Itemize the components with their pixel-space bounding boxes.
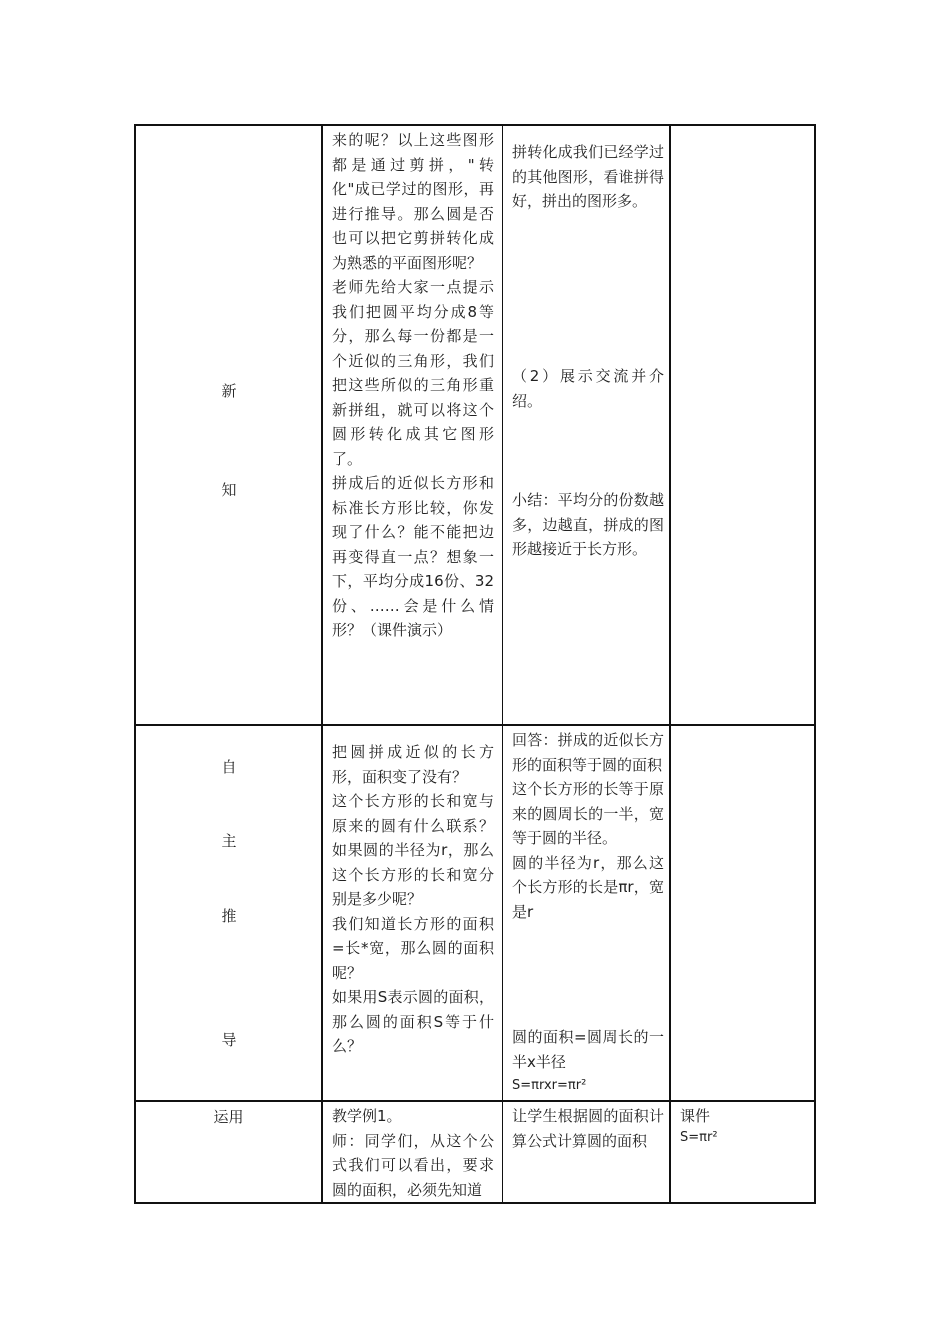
row-divider xyxy=(136,724,814,726)
paragraph: 师：同学们，从这个公式我们可以看出，要求圆的面积，必须先知道 xyxy=(332,1131,494,1199)
stage-label: 运用 xyxy=(213,1108,244,1126)
formula: S=πrxr=πr² xyxy=(512,1078,587,1093)
stage-char: 新 xyxy=(221,382,237,400)
paragraph: 我们知道长方形的面积=长*宽，那么圆的面积呢？ xyxy=(332,914,494,982)
student-activity-cell xyxy=(512,488,664,562)
paragraph: 拼成后的近似长方形和标准长方形比较，你发现了什么？能不能把边再变得直一点？想象一下，平均分成16份、32份、……会是什么情形？（课件演示） xyxy=(332,474,494,639)
student-activity-cell xyxy=(512,1025,664,1099)
lesson-plan-table xyxy=(134,124,816,1204)
stage-char: 知 xyxy=(221,481,237,499)
stage-char: 推 xyxy=(221,907,237,925)
row-divider xyxy=(136,1100,814,1102)
stage-char: 主 xyxy=(221,832,237,850)
teacher-activity-cell xyxy=(332,1104,494,1202)
notes-cell xyxy=(680,1104,810,1147)
paragraph: 这个长方形的长和宽与原来的圆有什么联系？ 如果圆的半径为r，那么这个长方形的长和宽分别是多少呢？ xyxy=(332,792,510,908)
teacher-activity-cell xyxy=(332,740,510,1059)
paragraph: 这个长方形的长等于原来的圆周长的一半，宽等于圆的半径。 xyxy=(512,780,664,847)
teacher-activity-cell xyxy=(332,128,494,643)
paragraph: 拼转化成我们已经学过的其他图形，看谁拼得好，拼出的图形多。 xyxy=(512,143,664,210)
paragraph: （2）展示交流并介绍。 xyxy=(512,367,664,410)
paragraph: 圆的半径为r，那么这个长方形的长是πr，宽是r xyxy=(512,853,664,921)
paragraph: 如果用S表示圆的面积，那么圆的面积S等于什么？ xyxy=(332,988,494,1055)
paragraph: 圆的面积=圆周长的一半x半径 xyxy=(512,1028,664,1071)
paragraph: 回答：拼成的近似长方形的面积等于圆的面积 xyxy=(512,731,664,774)
paragraph: 小结：平均分的份数越多，边越直，拼成的图形越接近于长方形。 xyxy=(512,491,664,558)
stage-char: 自 xyxy=(221,758,237,776)
paragraph: 把圆拼成近似的长方形，面积变了没有？ xyxy=(332,743,494,786)
paragraph: 老师先给大家一点提示我们把圆平均分成8等分，那么每一份都是一个近似的三角形，我们把这些所似的三角形重新拼组，就可以将这个圆形转化成其它图形了。 xyxy=(332,278,494,468)
stage-char: 导 xyxy=(221,1031,237,1049)
column-divider xyxy=(669,126,671,1202)
paragraph: 课件 xyxy=(680,1107,711,1125)
student-activity-cell xyxy=(512,728,664,924)
student-activity-cell xyxy=(512,140,664,214)
paragraph: 教学例1。 xyxy=(332,1107,402,1125)
column-divider xyxy=(502,126,503,1202)
paragraph: 让学生根据圆的面积计算公式计算圆的面积 xyxy=(512,1107,664,1150)
paragraph: 来的呢？以上这些图形都是通过剪拼，"转化"成已学过的图形，再进行推导。那么圆是否也可以把它剪拼转化成为熟悉的平面图形呢？ xyxy=(332,131,494,272)
formula: S=πr² xyxy=(680,1129,718,1145)
student-activity-cell xyxy=(512,1104,664,1153)
column-divider xyxy=(321,126,323,1202)
student-activity-cell xyxy=(512,364,664,413)
